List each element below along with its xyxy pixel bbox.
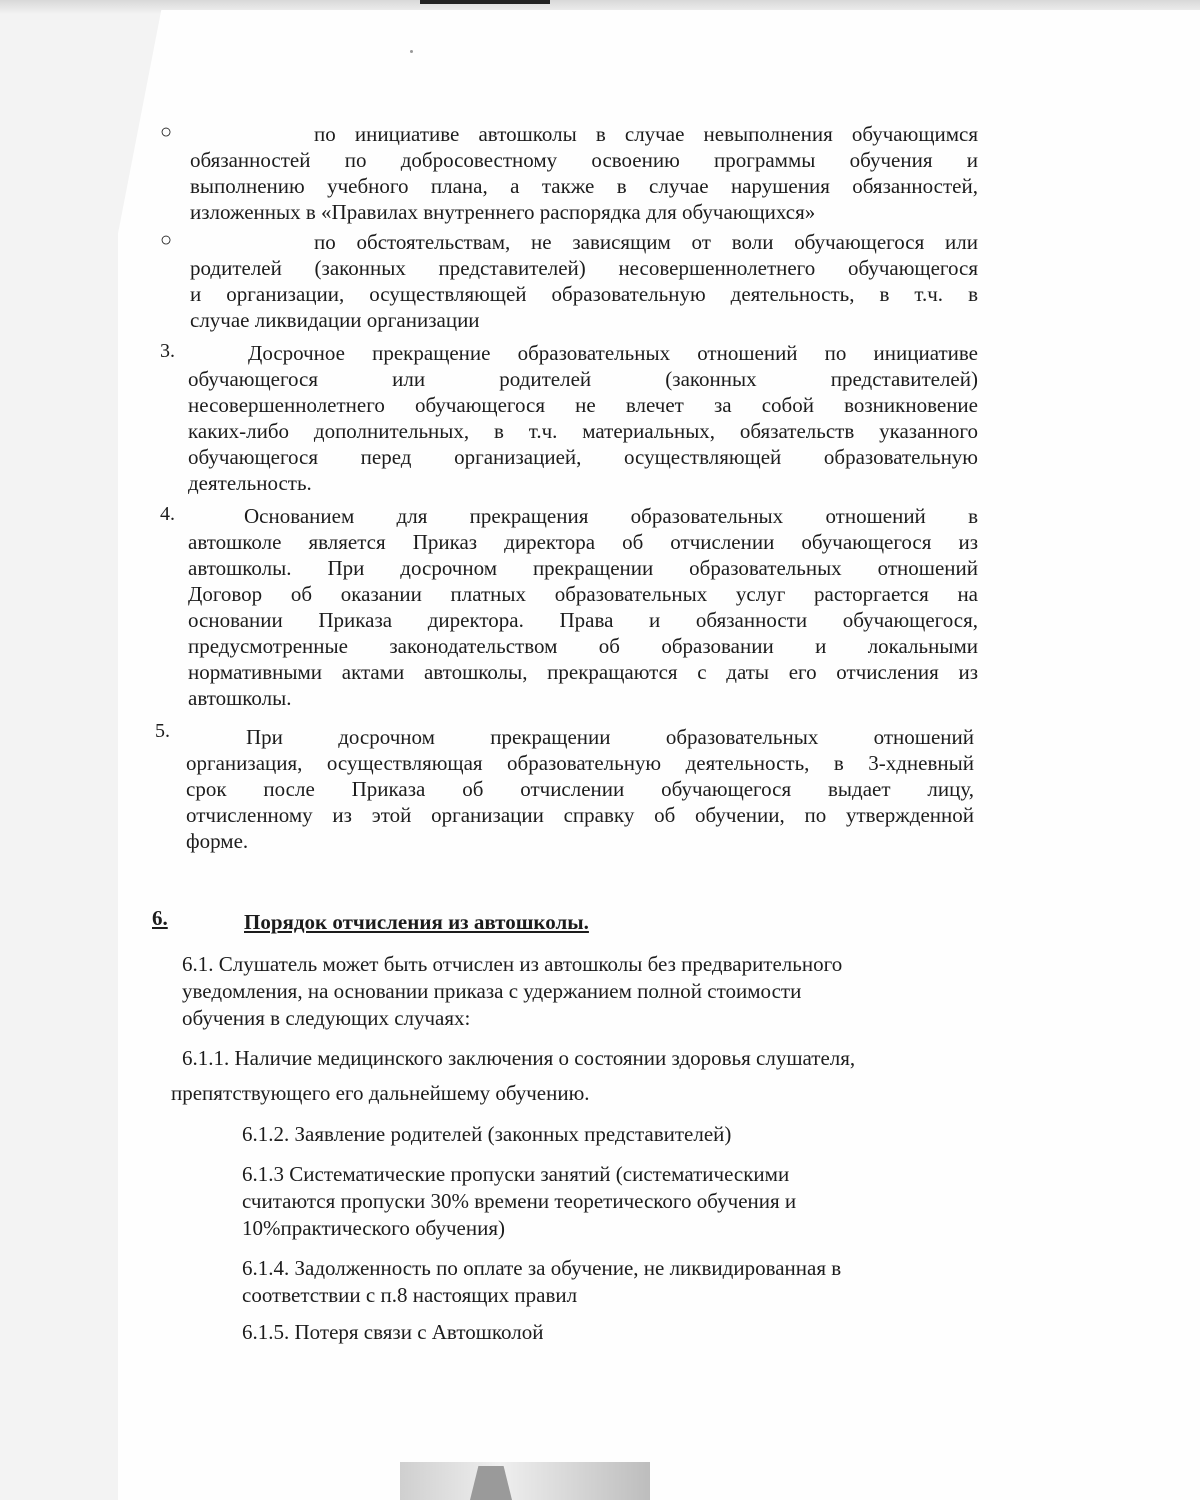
text-line: автошколы. При досрочном прекращении образовательных отношений bbox=[188, 556, 978, 580]
numbered-item bbox=[186, 724, 974, 854]
text-line: 6.1.3 Систематические пропуски занятий (систематическими bbox=[242, 1162, 790, 1186]
text-line: форме. bbox=[186, 829, 249, 853]
text-line: 6.1.1. Наличие медицинского заключения о состоянии здоровья слушателя, bbox=[182, 1046, 856, 1070]
text-line: При досрочном прекращении образовательных отношений bbox=[246, 725, 974, 749]
text-line: нормативными актами автошколы, прекращаются с даты его отчисления из bbox=[188, 660, 978, 684]
paragraph-6-1 bbox=[182, 951, 972, 1032]
text-line: организация, осуществляющая образовательную деятельность, в 3-хдневный bbox=[186, 751, 974, 775]
text-line: уведомления, на основании приказа с удержанием полной стоимости bbox=[182, 979, 802, 1003]
text-line: выполнению учебного плана, а также в случае нарушения обязанностей, bbox=[190, 174, 978, 198]
text-line: 6.1.4. Задолженность по оплате за обучение, не ликвидированная в bbox=[242, 1256, 842, 1280]
text-line: по обстоятельствам, не зависящим от воли обучающегося или bbox=[314, 230, 978, 254]
text-line: родителей (законных представителей) несовершеннолетнего обучающегося bbox=[190, 256, 978, 280]
bullet-item bbox=[190, 121, 978, 225]
text-line: обучения в следующих случаях: bbox=[182, 1006, 471, 1030]
item-number: 4. bbox=[160, 503, 175, 525]
item-number: 3. bbox=[160, 340, 175, 362]
text-line: Основанием для прекращения образовательных отношений в bbox=[244, 504, 978, 528]
text-line: препятствующего его дальнейшему обучению. bbox=[171, 1081, 590, 1105]
numbered-item bbox=[188, 503, 978, 711]
text-line: деятельность. bbox=[188, 471, 312, 495]
section-title: Порядок отчисления из автошколы. bbox=[244, 910, 589, 934]
text-line: обучающегося или родителей (законных представителей) bbox=[188, 367, 978, 391]
text-line: 10%практического обучения) bbox=[242, 1216, 505, 1240]
paragraph-6-1-3 bbox=[242, 1161, 942, 1242]
text-line: Договор об оказании платных образовательных услуг расторгается на bbox=[188, 582, 978, 606]
text-line: соответствии с п.8 настоящих правил bbox=[242, 1283, 578, 1307]
scan-footer-stamp bbox=[400, 1462, 650, 1500]
text-line: Досрочное прекращение образовательных отношений по инициативе bbox=[248, 341, 978, 365]
bullet-marker: ○ bbox=[160, 229, 173, 251]
text-line: 6.1. Слушатель может быть отчислен из автошколы без предварительного bbox=[182, 952, 843, 976]
paragraph-6-1-2: 6.1.2. Заявление родителей (законных представителей) bbox=[242, 1122, 732, 1146]
text-line: считаются пропуски 30% времени теоретического обучения и bbox=[242, 1189, 797, 1213]
text-line: автошколе является Приказ директора об отчислении обучающегося из bbox=[188, 530, 978, 554]
paragraph-6-1-4 bbox=[242, 1255, 942, 1309]
text-line: обязанностей по добросовестному освоению программы обучения и bbox=[190, 148, 978, 172]
bullet-item bbox=[190, 229, 978, 333]
item-number: 5. bbox=[155, 720, 170, 742]
text-line: несовершеннолетнего обучающегося не влечет за собой возникновение bbox=[188, 393, 978, 417]
paragraph-6-1-5: 6.1.5. Потеря связи с Автошколой bbox=[242, 1320, 544, 1344]
text-line: отчисленному из этой организации справку об обучении, по утвержденной bbox=[186, 803, 974, 827]
text-line: основании Приказа директора. Права и обязанности обучающегося, bbox=[188, 608, 978, 632]
text-line: случае ликвидации организации bbox=[190, 308, 480, 332]
bullet-marker: ○ bbox=[160, 121, 173, 143]
text-line: автошколы. bbox=[188, 686, 292, 710]
section-number: 6. bbox=[152, 906, 168, 930]
numbered-item bbox=[188, 340, 978, 496]
text-line: обучающегося перед организацией, осуществляющей образовательную bbox=[188, 445, 978, 469]
text-line: каких-либо дополнительных, в т.ч. материальных, обязательств указанного bbox=[188, 419, 978, 443]
text-line: предусмотренные законодательством об образовании и локальными bbox=[188, 634, 978, 658]
text-line: изложенных в «Правилах внутреннего распорядка для обучающихся» bbox=[190, 200, 816, 224]
text-line: и организации, осуществляющей образовательную деятельность, в т.ч. в bbox=[190, 282, 978, 306]
text-line: по инициативе автошколы в случае невыполнения обучающимся bbox=[314, 122, 978, 146]
stamp-mark bbox=[470, 1466, 512, 1500]
text-line: срок после Приказа об отчислении обучающегося выдает лицу, bbox=[186, 777, 974, 801]
